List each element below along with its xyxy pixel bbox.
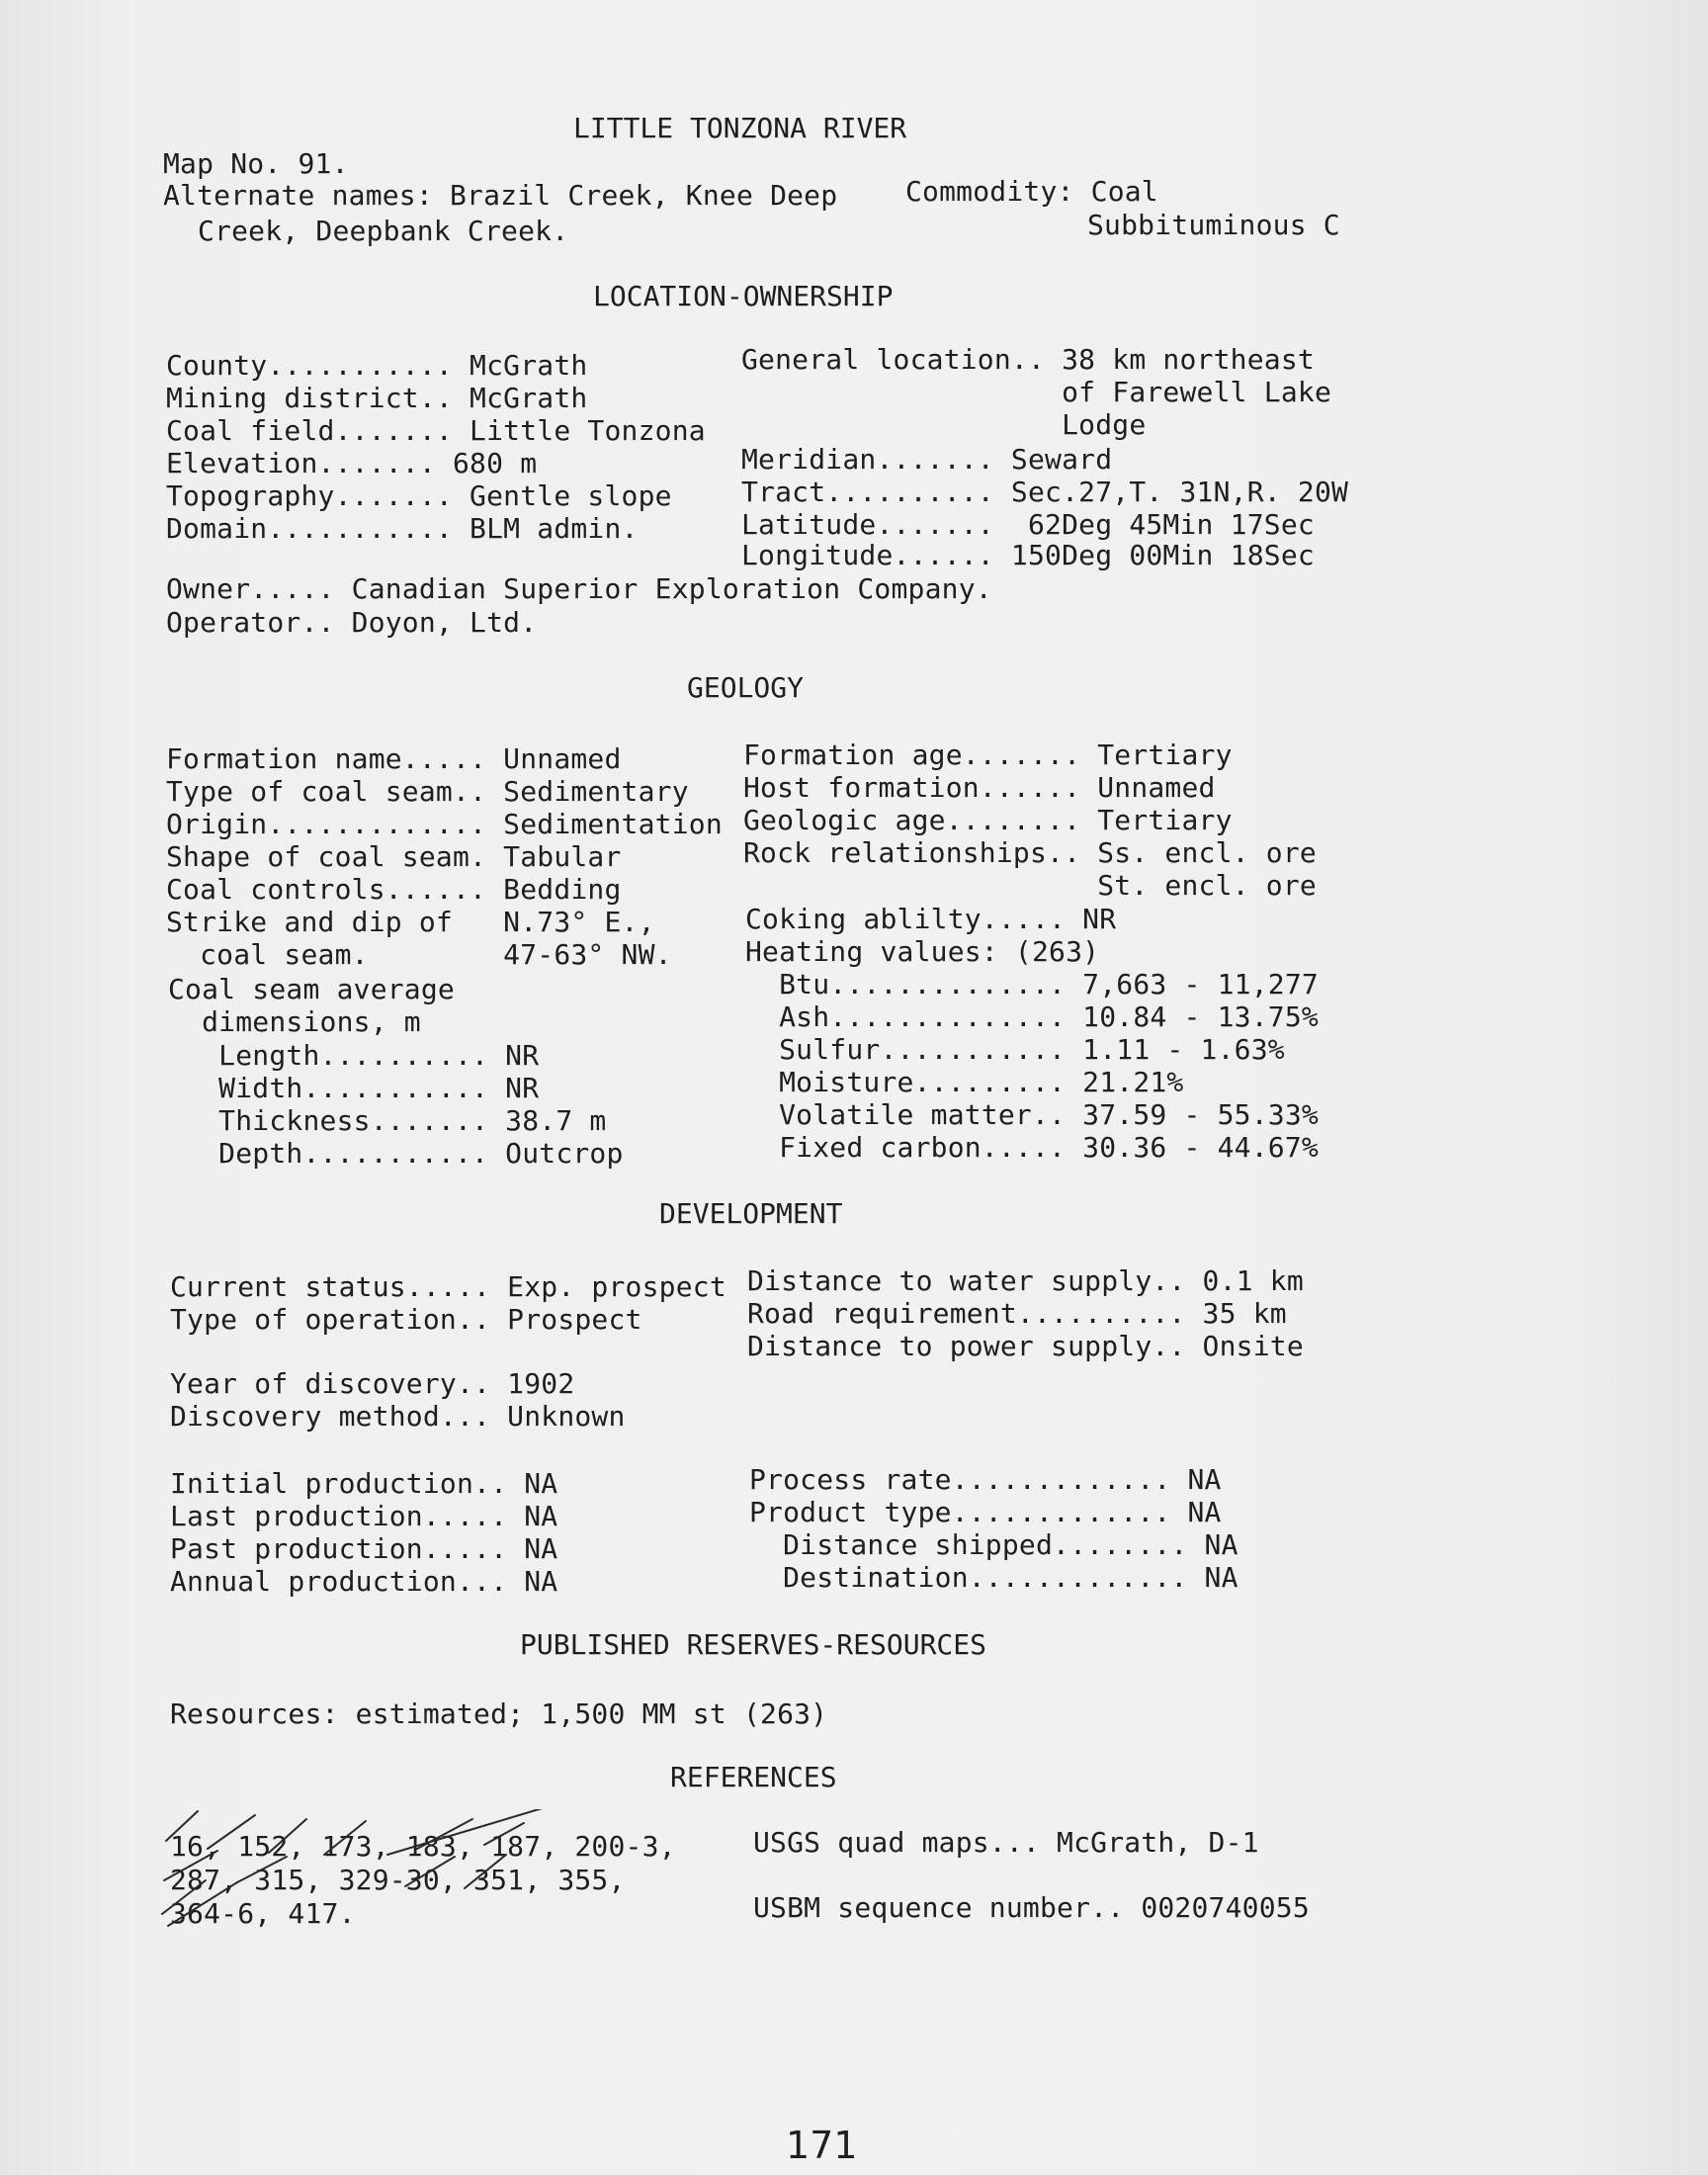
location-right-5: Latitude....... 62Deg 45Min 17Sec <box>741 508 1315 541</box>
geology-left-7: Coal seam average <box>168 973 455 1005</box>
development-right-a-0: Distance to water supply.. 0.1 km <box>747 1264 1304 1297</box>
geology-right-11: Volatile matter.. 37.59 - 55.33% <box>745 1098 1319 1131</box>
location-left-5: Domain........... BLM admin. <box>166 512 639 545</box>
location-right-1: of Farewell Lake <box>741 376 1332 408</box>
geology-right-4: St. encl. ore <box>743 869 1317 902</box>
geology-right-10: Moisture......... 21.21% <box>745 1066 1184 1098</box>
development-left-b-0: Year of discovery.. 1902 <box>170 1367 575 1400</box>
development-left-b-1: Discovery method... Unknown <box>170 1400 626 1433</box>
section-published-reserves: PUBLISHED RESERVES-RESOURCES <box>520 1628 987 1661</box>
alternate-names-line-1: Alternate names: Brazil Creek, Knee Deep <box>163 179 838 212</box>
geology-right-5: Coking ablilty..... NR <box>745 903 1117 935</box>
development-left-a-0: Current status..... Exp. prospect <box>170 1270 726 1303</box>
owner: Owner..... Canadian Superior Exploration Company. <box>166 572 992 605</box>
commodity-line-1: Commodity: Coal <box>905 175 1158 208</box>
reference-list-line-3: 364-6, 417. <box>170 1897 356 1930</box>
geology-right-12: Fixed carbon..... 30.36 - 44.67% <box>745 1131 1319 1164</box>
geology-right-8: Ash.............. 10.84 - 13.75% <box>745 1000 1319 1033</box>
development-right-a-1: Road requirement.......... 35 km <box>747 1297 1287 1330</box>
geology-left-0: Formation name..... Unnamed <box>166 742 622 775</box>
location-right-2: Lodge <box>741 408 1147 441</box>
geology-right-3: Rock relationships.. Ss. encl. ore <box>743 836 1317 869</box>
development-right-c-1: Product type............. NA <box>749 1496 1222 1528</box>
geology-right-9: Sulfur........... 1.11 - 1.63% <box>745 1033 1285 1066</box>
development-right-c-2: Distance shipped........ NA <box>749 1528 1238 1561</box>
usbm-sequence-number: USBM sequence number.. 0020740055 <box>753 1891 1310 1924</box>
geology-left-8: dimensions, m <box>168 1005 421 1038</box>
location-left-1: Mining district.. McGrath <box>166 382 588 414</box>
geology-right-6: Heating values: (263) <box>745 935 1100 968</box>
reference-list-line-2: 287, 315, 329-30, 351, 355, <box>170 1864 626 1896</box>
development-left-c-3: Annual production... NA <box>170 1565 558 1598</box>
document-title: LITTLE TONZONA RIVER <box>573 112 907 144</box>
handwritten-strikethrough-marks <box>158 1809 692 1938</box>
location-left-0: County........... McGrath <box>166 349 588 382</box>
geology-right-1: Host formation...... Unnamed <box>743 771 1216 804</box>
map-number: Map No. 91. <box>163 147 349 180</box>
geology-left-2: Origin............. Sedimentation <box>166 808 723 840</box>
section-references: REFERENCES <box>670 1761 837 1793</box>
geology-left-10: Width........... NR <box>168 1072 540 1104</box>
section-location-ownership: LOCATION-OWNERSHIP <box>593 280 894 312</box>
geology-left-6: coal seam. 47-63° NW. <box>166 938 672 971</box>
page-number: 171 <box>786 2124 858 2167</box>
development-right-c-3: Destination............. NA <box>749 1561 1238 1594</box>
geology-left-1: Type of coal seam.. Sedimentary <box>166 775 689 808</box>
geology-left-12: Depth........... Outcrop <box>168 1137 624 1170</box>
development-left-c-0: Initial production.. NA <box>170 1467 558 1500</box>
development-left-a-1: Type of operation.. Prospect <box>170 1303 642 1336</box>
location-right-3: Meridian....... Seward <box>741 443 1113 476</box>
geology-left-4: Coal controls...... Bedding <box>166 873 622 906</box>
development-left-c-1: Last production..... NA <box>170 1500 558 1532</box>
alternate-names-line-2: Creek, Deepbank Creek. <box>198 215 569 247</box>
development-left-c-2: Past production..... NA <box>170 1532 558 1565</box>
location-right-4: Tract.......... Sec.27,T. 31N,R. 20W <box>741 476 1349 508</box>
geology-left-3: Shape of coal seam. Tabular <box>166 840 622 873</box>
section-geology: GEOLOGY <box>687 671 805 704</box>
operator: Operator.. Doyon, Ltd. <box>166 606 538 639</box>
geology-right-7: Btu.............. 7,663 - 11,277 <box>745 968 1319 1000</box>
commodity-line-2: Subbituminous C <box>1087 209 1340 241</box>
resources-statement: Resources: estimated; 1,500 MM st (263) <box>170 1697 828 1730</box>
geology-left-11: Thickness....... 38.7 m <box>168 1104 607 1137</box>
development-right-a-2: Distance to power supply.. Onsite <box>747 1330 1304 1362</box>
usgs-quad-maps: USGS quad maps... McGrath, D-1 <box>753 1826 1259 1859</box>
location-right-0: General location.. 38 km northeast <box>741 343 1315 376</box>
geology-right-0: Formation age....... Tertiary <box>743 739 1233 771</box>
location-left-4: Topography....... Gentle slope <box>166 479 672 512</box>
geology-right-2: Geologic age........ Tertiary <box>743 804 1233 836</box>
geology-left-5: Strike and dip of N.73° E., <box>166 906 655 938</box>
location-left-3: Elevation....... 680 m <box>166 447 538 479</box>
location-left-2: Coal field....... Little Tonzona <box>166 414 706 447</box>
section-development: DEVELOPMENT <box>659 1197 843 1230</box>
geology-left-9: Length.......... NR <box>168 1039 540 1072</box>
development-right-c-0: Process rate............. NA <box>749 1463 1222 1496</box>
location-right-6: Longitude...... 150Deg 00Min 18Sec <box>741 539 1315 571</box>
reference-list-line-1: 16, 152, 173, 183, 187, 200-3, <box>170 1830 676 1863</box>
